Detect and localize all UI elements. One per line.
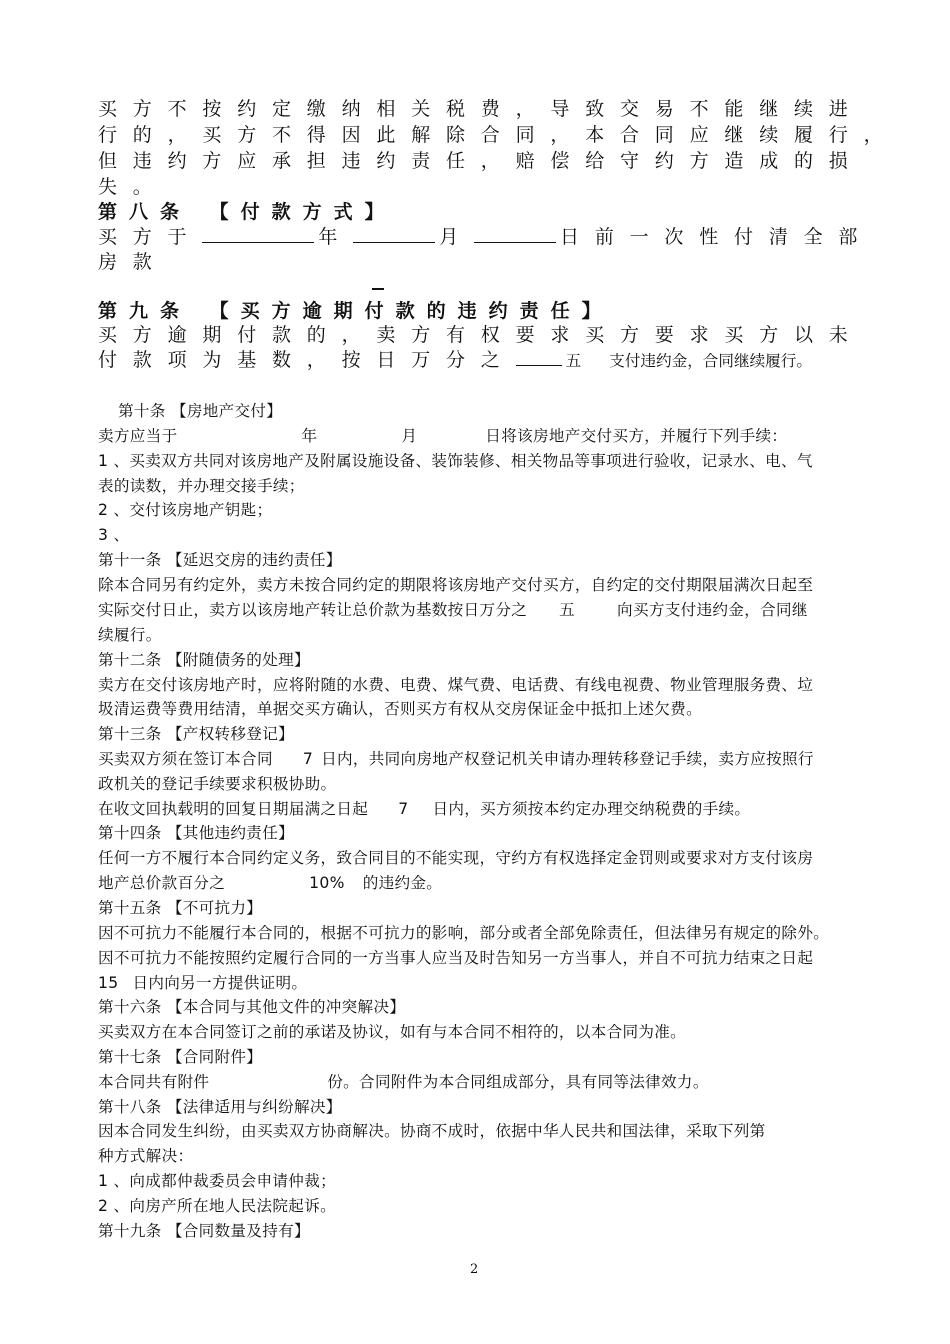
day-blank: [474, 227, 556, 243]
art8-text-d: 日前一次性付清全部: [560, 226, 874, 248]
art15-text-b: 日内向另一方提供证明。: [132, 974, 308, 992]
art8-line-1: [98, 226, 873, 249]
art14-text-c: 的违约金。: [362, 874, 443, 892]
art15-line-1: 因不可抗力不能履行本合同的，根据不可抗力的影响，部分或者全部免除责任，但法律另有规定的除外。: [98, 924, 830, 942]
art12-title: 第十二条 【附随债务的处理】: [98, 651, 310, 669]
art16-title: 第十六条 【本合同与其他文件的冲突解决】: [98, 998, 406, 1016]
art17-text-b: 份。合同附件为本合同组成部分，具有同等法律效力。: [327, 1073, 709, 1091]
art13-text-d: 在收文回执载明的回复日期届满之日起: [98, 800, 369, 818]
art10-text-b: 年: [301, 427, 318, 445]
art13-title: 第十三条 【产权转移登记】: [98, 725, 294, 743]
art8-line-2: 房款: [98, 251, 168, 273]
art19-title: 第十九条 【合同数量及持有】: [98, 1222, 310, 1240]
art17-title: 第十七条 【合同附件】: [98, 1048, 263, 1066]
art11-line-3: 续履行。: [98, 626, 162, 644]
year-blank: [202, 227, 314, 243]
art10-line-2: 1 、买卖双方共同对该房地产及附属设施设备、装饰装修、相关物品等事项进行验收，记录水、电、气: [98, 452, 813, 470]
art13-text-f: 日内，买方须按本约定办理交纳税费的手续。: [432, 800, 751, 818]
art10-line-3: 表的读数，并办理交接手续；: [98, 477, 305, 495]
art11-text-c: 向买方支付违约金，合同继: [617, 601, 808, 619]
art8-title: 第八条 【付款方式】: [98, 201, 396, 223]
art18-line-3: 1 、向成都仲裁委员会申请仲裁；: [98, 1172, 336, 1190]
art13-line-3: [98, 800, 750, 819]
art18-line-4: 2 、向房产所在地人民法院起诉。: [98, 1197, 336, 1215]
art13-line-2: 政机关的登记手续要求积极协助。: [98, 775, 337, 793]
art13-days: 7: [302, 750, 314, 768]
art10-title: 第十条 【房地产交付】: [118, 402, 283, 420]
art10-line-4: 2 、交付该房地产钥匙；: [98, 501, 273, 519]
art15-line-2: 因不可抗力不能按照约定履行合同的一方当事人应当及时告知另一方当事人，并自不可抗力结束之日起: [98, 949, 814, 967]
art8-text-c: 月: [439, 226, 475, 248]
art7-line-3: 但违约方应承担违约责任，赔偿给守约方造成的损: [98, 150, 864, 172]
art18-line-1: 因本合同发生纠纷，由买卖双方协商解决。协商不成时，依据中华人民共和国法律，采取下列第: [98, 1122, 766, 1140]
page-number: 2: [470, 1262, 479, 1277]
art13-line-1: [98, 750, 814, 769]
art14-line-1: 任何一方不履行本合同约定义务，致合同目的不能实现，守约方有权选择定金罚则或要求对方支付该房: [98, 849, 814, 867]
art9-text-a: 付款项为基数，按日万分之: [98, 349, 516, 371]
art11-line-2: [98, 601, 808, 620]
art13-days-2: 7: [398, 800, 409, 818]
art9-text-c: 支付违约金，合同继续履行。: [609, 352, 812, 370]
art10-line-1: [98, 427, 787, 446]
art16-line-1: 买卖双方在本合同签订之前的承诺及协议，如有与本合同不相符的，以本合同为准。: [98, 1023, 687, 1041]
art12-line-2: 圾清运费等费用结清，单据交买方确认，否则买方有权从交房保证金中抵扣上述欠费。: [98, 700, 702, 718]
art11-rate: 五: [559, 601, 576, 619]
art10-text-c: 月: [401, 427, 418, 445]
art14-line-2: [98, 874, 442, 893]
stray-underline: [372, 288, 384, 290]
art10-text-d: 日将该房地产交付买方，并履行下列手续：: [485, 427, 788, 445]
art12-line-1: 卖方在交付该房地产时，应将附随的水费、电费、煤气费、电话费、有线电视费、物业管理服务费、垃: [98, 676, 814, 694]
art14-title: 第十四条 【其他违约责任】: [98, 824, 294, 842]
art13-text-c: 日内，共同向房地产权登记机关申请办理转移登记手续，卖方应按照行: [321, 750, 814, 768]
art14-percent: 10%: [309, 874, 345, 892]
month-blank: [353, 227, 435, 243]
art7-line-4: 失。: [98, 176, 168, 198]
art8-text-b: 年: [318, 226, 354, 248]
art11-text-a: 实际交付日止，卖方以该房地产转让总价款为基数按日万分之: [98, 601, 528, 619]
art14-text-a: 地产总价款百分之: [98, 874, 226, 892]
art13-text-a: 买卖双方须在签订本合同: [98, 750, 273, 768]
art9-line-1: 买方逾期付款的，卖方有权要求买方要求买方以未: [98, 324, 864, 346]
art7-line-1: 买方不按约定缴纳相关税费，导致交易不能继续进: [98, 98, 864, 120]
art15-title: 第十五条 【不可抗力】: [98, 899, 263, 917]
rate-blank: [516, 350, 562, 366]
art7-line-2: 行的，买方不得因此解除合同，本合同应继续履行，: [98, 124, 899, 146]
art10-text-a: 卖方应当于: [98, 427, 178, 445]
art9-line-2: [98, 349, 812, 372]
art17-text-a: 本合同共有附件: [98, 1073, 210, 1091]
art8-text-a: 买方于: [98, 226, 203, 248]
art15-line-3: [98, 974, 307, 993]
art17-line-1: [98, 1073, 709, 1092]
art10-line-5: 3 、: [98, 526, 130, 544]
art18-line-2: 种方式解决：: [98, 1147, 194, 1165]
art11-title: 第十一条 【延迟交房的违约责任】: [98, 551, 342, 569]
art15-days: 15: [98, 974, 119, 992]
art9-title: 第九条 【买方逾期付款的违约责任】: [98, 300, 613, 322]
art11-line-1: 除本合同另有约定外，卖方未按合同约定的期限将该房地产交付买方，自约定的交付期限届满次日起至: [98, 576, 814, 594]
art18-title: 第十八条 【法律适用与纠纷解决】: [98, 1098, 342, 1116]
art9-rate: 五: [565, 352, 582, 370]
